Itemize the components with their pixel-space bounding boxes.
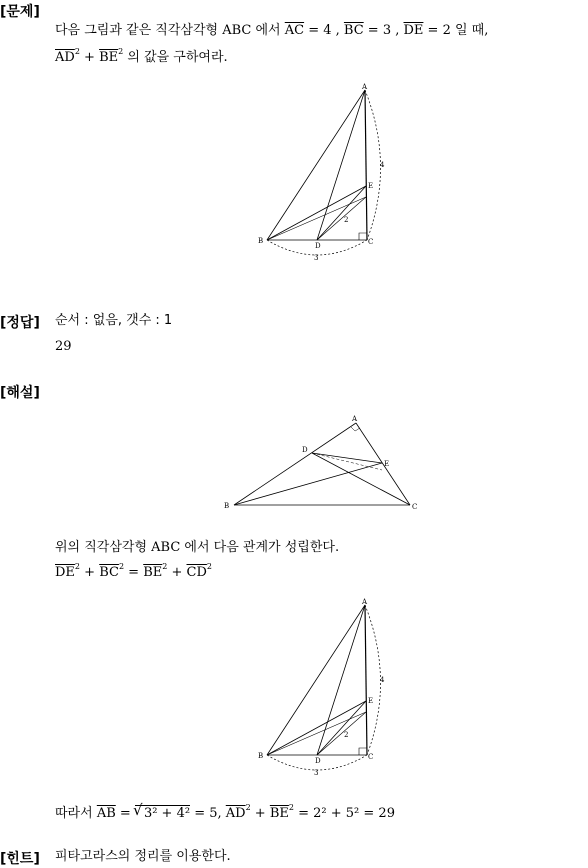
- fig-label-b: B: [258, 237, 264, 245]
- fig2-len-de: 2: [344, 731, 349, 739]
- fig-len-bc: 3: [314, 254, 319, 262]
- problem-line-2: $\overline{AD}^2 + \overline{BE}^2$ 의 값을 구하여라.: [55, 47, 228, 65]
- fig1-label-e: E: [384, 460, 390, 468]
- solution-figure-2: [255, 595, 395, 780]
- hint-text: 피타고라스의 정리를 이용한다.: [55, 849, 231, 864]
- sqrt-sign: √ 3² + 4²: [135, 805, 190, 821]
- fig2-len-bc: 3: [314, 769, 319, 777]
- fig1-label-c: C: [412, 503, 418, 511]
- hint-heading: [힌트]: [0, 851, 40, 867]
- fig1-label-d: D: [302, 446, 308, 454]
- fig-label-d: D: [315, 242, 321, 250]
- fig1-label-a: A: [352, 415, 358, 423]
- fig2-label-e: E: [368, 697, 374, 705]
- answer-meta: 순서 : 없음, 갯수 : 1: [55, 313, 173, 328]
- solution-final: 따라서 $\overline{AB}$ = √ 3² + 4² = 5, $\overline{AD}^2 + \overline{BE}^2 = 2^2 + 5^2 = 29$: [55, 804, 395, 824]
- answer-heading: [정답]: [0, 315, 40, 331]
- fig2-len-ac: 4: [380, 676, 385, 684]
- solution-figure-1: [220, 410, 430, 515]
- solution-relation: $\overline{DE}^2 + \overline{BC}^2 = \overline{BE}^2 + \overline{CD}^2$: [55, 562, 212, 580]
- fig2-label-b: B: [258, 752, 264, 760]
- answer-value: 29: [55, 339, 72, 354]
- fig-len-de: 2: [344, 216, 349, 224]
- problem-heading: [문제]: [0, 4, 40, 20]
- fig1-label-b: B: [224, 502, 230, 510]
- fig-label-e: E: [368, 182, 374, 190]
- fig2-label-d: D: [315, 757, 321, 765]
- fig-label-c: C: [368, 238, 374, 246]
- fig-len-ac: 4: [380, 161, 385, 169]
- fig2-label-c: C: [368, 753, 374, 761]
- fig2-label-a: A: [362, 598, 368, 606]
- fig-label-a: A: [362, 83, 368, 91]
- solution-heading: [해설]: [0, 385, 40, 401]
- problem-line-1: 다음 그림과 같은 직각삼각형 ABC 에서 $\overline{AC} = 4$ , $\overline{BC} = 3$ , $\overline{DE} = 2$ 일 때,: [55, 23, 489, 38]
- solution-text-1: 위의 직각삼각형 ABC 에서 다음 관계가 성립한다.: [55, 540, 340, 555]
- problem-figure: [255, 80, 395, 265]
